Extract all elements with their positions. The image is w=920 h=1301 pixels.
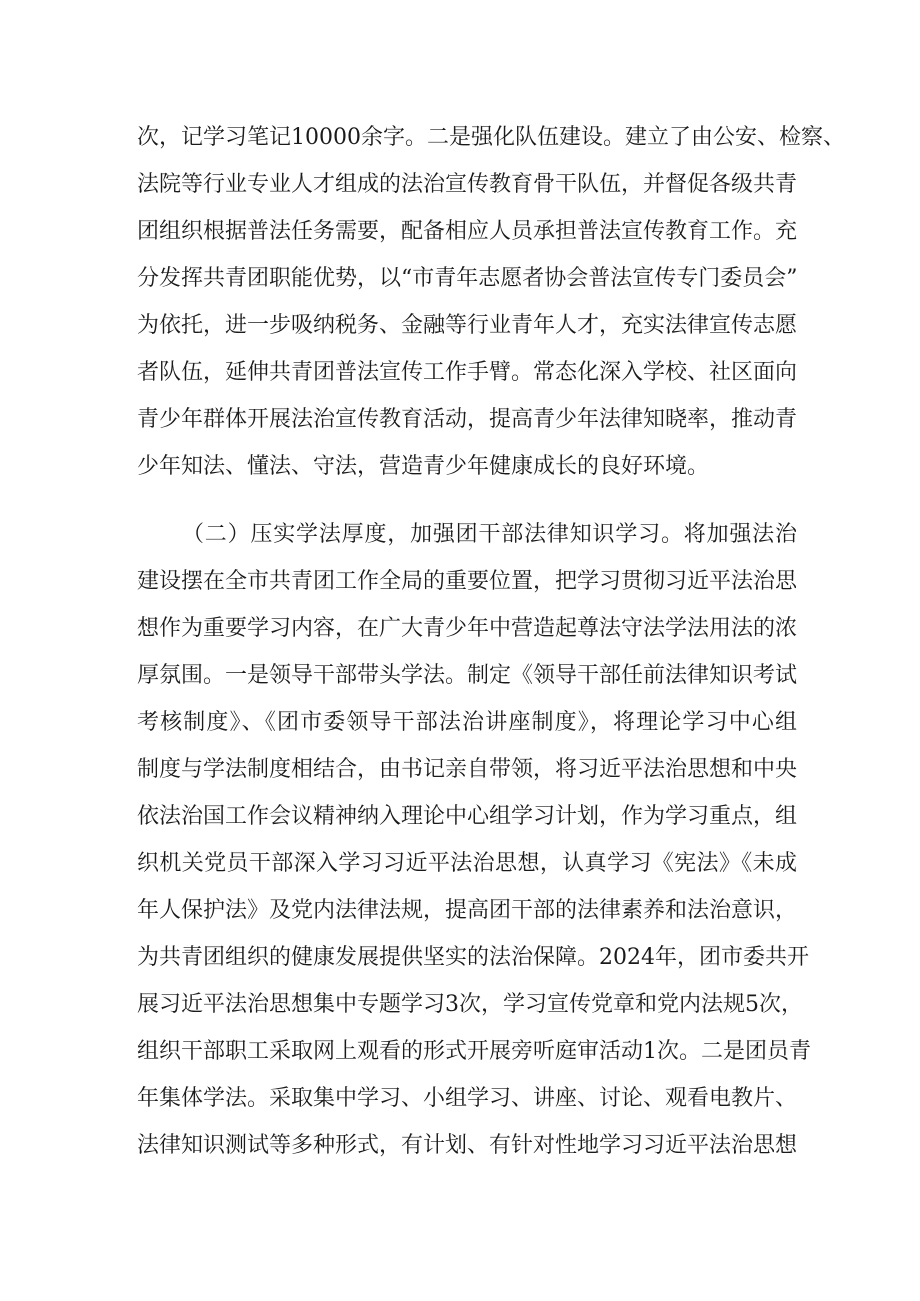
paragraph-1-line-5: 为依托，进一步吸纳税务、金融等行业青年人才，充实法律宣传志愿 — [137, 313, 798, 338]
paragraph-2-line-10: 为共青团组织的健康发展提供坚实的法治保障。2024年，团市委共开 — [137, 945, 809, 970]
paragraph-2-line-1: （二）压实学法厚度，加强团干部法律知识学习。将加强法治 — [182, 522, 797, 547]
paragraph-2-line-5: 考核制度》、《团市委领导干部法治讲座制度》，将理论学习中心组 — [137, 710, 797, 735]
paragraph-1-line-6: 者队伍，延伸共青团普法宣传工作手臂。常态化深入学校、社区面向 — [137, 360, 798, 385]
paragraph-2-line-9: 年人保护法》及党内法律法规，提高团干部的法律素养和法治意识， — [137, 898, 798, 923]
paragraph-2-line-3: 想作为重要学习内容，在广大青少年中营造起尊法守法学法用法的浓 — [137, 616, 798, 641]
paragraph-2-line-12: 组织干部职工采取网上观看的形式开展旁听庭审活动1次。二是团员青 — [137, 1039, 811, 1064]
paragraph-2-line-7: 依法治国工作会议精神纳入理论中心组学习计划，作为学习重点，组 — [137, 804, 798, 829]
paragraph-1-line-4: 分发挥共青团职能优势，以“市青年志愿者协会普法宣传专门委员会” — [137, 266, 798, 291]
paragraph-1-line-2: 法院等行业专业人才组成的法治宣传教育骨干队伍，并督促各级共青 — [137, 172, 798, 197]
paragraph-2-line-14: 法律知识测试等多种形式，有计划、有针对性地学习习近平法治思想 — [137, 1133, 798, 1158]
paragraph-1-line-1: 次，记学习笔记10000余字。二是强化队伍建设。建立了由公安、检察、 — [137, 125, 845, 150]
paragraph-2-line-4: 厚氛围。一是领导干部带头学法。制定《领导干部任前法律知识考试 — [137, 663, 798, 688]
paragraph-2-line-6: 制度与学法制度相结合，由书记亲自带领，将习近平法治思想和中央 — [137, 757, 798, 782]
paragraph-2-line-8: 织机关党员干部深入学习习近平法治思想，认真学习《宪法》《未成 — [137, 851, 797, 876]
paragraph-2-line-13: 年集体学法。采取集中学习、小组学习、讲座、讨论、观看电教片、 — [137, 1086, 798, 1111]
paragraph-1-line-8: 少年知法、懂法、守法，营造青少年健康成长的良好环境。 — [137, 454, 710, 479]
paragraph-1-line-3: 团组织根据普法任务需要，配备相应人员承担普法宣传教育工作。充 — [137, 219, 798, 244]
paragraph-1-line-7: 青少年群体开展法治宣传教育活动，提高青少年法律知晓率，推动青 — [137, 407, 798, 432]
paragraph-2-line-11: 展习近平法治思想集中专题学习3次，学习宣传党章和党内法规5次， — [137, 992, 803, 1017]
paragraph-2-line-2: 建设摆在全市共青团工作全局的重要位置，把学习贯彻习近平法治思 — [137, 569, 798, 594]
